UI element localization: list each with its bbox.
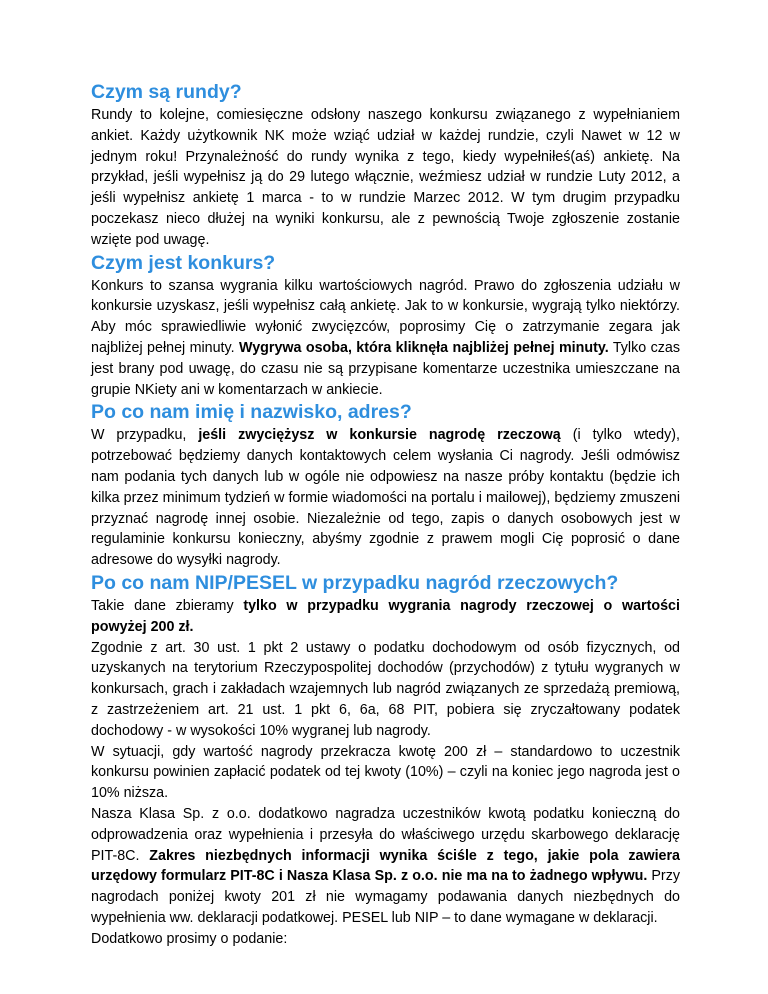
paragraph: [91, 742, 680, 804]
text-run: Zgodnie z art. 30 ust. 1 pkt 2 ustawy o podatku dochodowym od osób fizycznych, od uzyskanych na terytorium Rzeczypospolitej dochodów (przychodów) z tytułu wygranych w konkursach, grach i zakładach wzajemnych lub nagród związanych ze sprzedażą premiową, z zastrzeżeniem art. 21 ust. 1 pkt 6, 6a, 68 PIT, pobiera się zryczałtowany podatek dochodowy - w wysokości 10% wygranej lub nagrody.: [91, 639, 680, 739]
text-run: Konkurs to szansa wygrania kilku wartościowych nagród. Prawo do zgłoszenia udziału w konkursie uzyskasz, jeśli wypełnisz całą ankietę. Jak to w konkursie, wygrają tylko niektórzy. Aby móc sprawiedliwie wyłonić zwycięzców, poprosimy Cię o zatrzymanie zegara jak najbliżej pełnej minuty.: [91, 277, 680, 356]
text-run: Takie dane zbieramy: [91, 597, 244, 614]
text-run: Przy nagrodach poniżej kwoty 201 zł nie wymagamy podawania danych niezbędnych do wypełnienia ww. deklaracji podatkowej. PESEL lub NIP – to dane wymagane w deklaracji.: [91, 868, 680, 926]
paragraph: [91, 105, 680, 251]
paragraph: [91, 425, 680, 571]
heading-czym-sa-rundy: Czym są rundy?: [91, 81, 242, 103]
section-rundy: [91, 80, 680, 251]
paragraph: [91, 804, 680, 929]
section-konkurs: [91, 251, 680, 401]
paragraph: [91, 638, 680, 742]
paragraph: [91, 276, 680, 401]
text-run: Rundy to kolejne, comiesięczne odsłony naszego konkursu związanego z wypełnianiem ankiet. Każdy użytkownik NK może wziąć udział w każdej rundzie, czyli Nawet w 12 w jednym roku! Przynależność do rundy wynika z tego, kiedy wypełniłeś(aś) ankietę. Na przykład, jeśli wypełnisz ją do 29 lutego włącznie, weźmiesz udział w rundzie Luty 2012, a jeśli wypełnisz ankietę 1 marca - to w rundzie Marzec 2012. W tym drugim przypadku poczekasz nieco dłużej na wyniki konkursu, ale z pewnością Twoje zgłoszenie zostanie wzięte pod uwagę.: [91, 107, 680, 248]
text-run: Tylko czas jest brany pod uwagę, do czasu nie są przypisane komentarze uczestnika umieszczane na grupie NKiety ani w komentarzach w ankiecie.: [91, 339, 680, 398]
bold-text-run: Zakres niezbędnych informacji wynika ściśle z tego, jakie pola zawiera urzędowy formularz PIT-8C i Nasza Klasa Sp. z o.o. nie ma na to żadnego wpływu.: [91, 847, 681, 885]
heading-po-co-nam-nip-pesel: Po co nam NIP/PESEL w przypadku nagród rzeczowych?: [91, 571, 619, 594]
paragraph: [91, 596, 680, 638]
section-nip-pesel: [91, 571, 680, 950]
text-run: W przypadku,: [91, 427, 199, 444]
text-run: W sytuacji, gdy wartość nagrody przekracza kwotę 200 zł – standardowo to uczestnik konkursu powinien zapłacić podatek od tej kwoty (10%) – czyli na koniec jego nagroda jest o 10% niższa.: [91, 743, 680, 802]
text-run: (i tylko wtedy), potrzebować będziemy danych kontaktowych celem wysłania Ci nagrody. Jeśli odmówisz nam podania tych danych lub w ogóle nie odpowiesz na nasze próby kontaktu (będzie ich kilka przez minimum tydzień w formie wiadomości na portalu i mailowej), będziemy zmuszeni przyznać nagrodę innej osobie. Niezależnie od tego, zapis o danych osobowych jest w regulaminie konkursu konieczny, abyśmy zgodnie z prawem mogli Cię poprosić o dane adresowe do wysyłki nagrody.: [91, 427, 680, 569]
bold-text-run: Wygrywa osoba, która kliknęła najbliżej pełnej minuty.: [238, 339, 609, 356]
section-imie-nazwisko-adres: [91, 400, 680, 571]
document-page: [91, 80, 680, 949]
text-run: Dodatkowo prosimy o podanie:: [91, 930, 288, 947]
heading-czym-jest-konkurs: Czym jest konkurs?: [91, 251, 276, 274]
bold-text-run: jeśli zwyciężysz w konkursie nagrodę rzeczową: [198, 427, 561, 444]
heading-po-co-nam-imie: Po co nam imię i nazwisko, adres?: [91, 401, 412, 424]
text-run: Nasza Klasa Sp. z o.o. dodatkowo nagradza uczestników kwotą podatku konieczną do odprowadzenia oraz wypełnienia i przesyła do właściwego urzędu skarbowego deklarację PIT-8C.: [91, 805, 680, 864]
bold-text-run: tylko w przypadku wygrania nagrody rzeczowej o wartości powyżej 200 zł.: [91, 597, 680, 635]
paragraph: [91, 929, 680, 950]
